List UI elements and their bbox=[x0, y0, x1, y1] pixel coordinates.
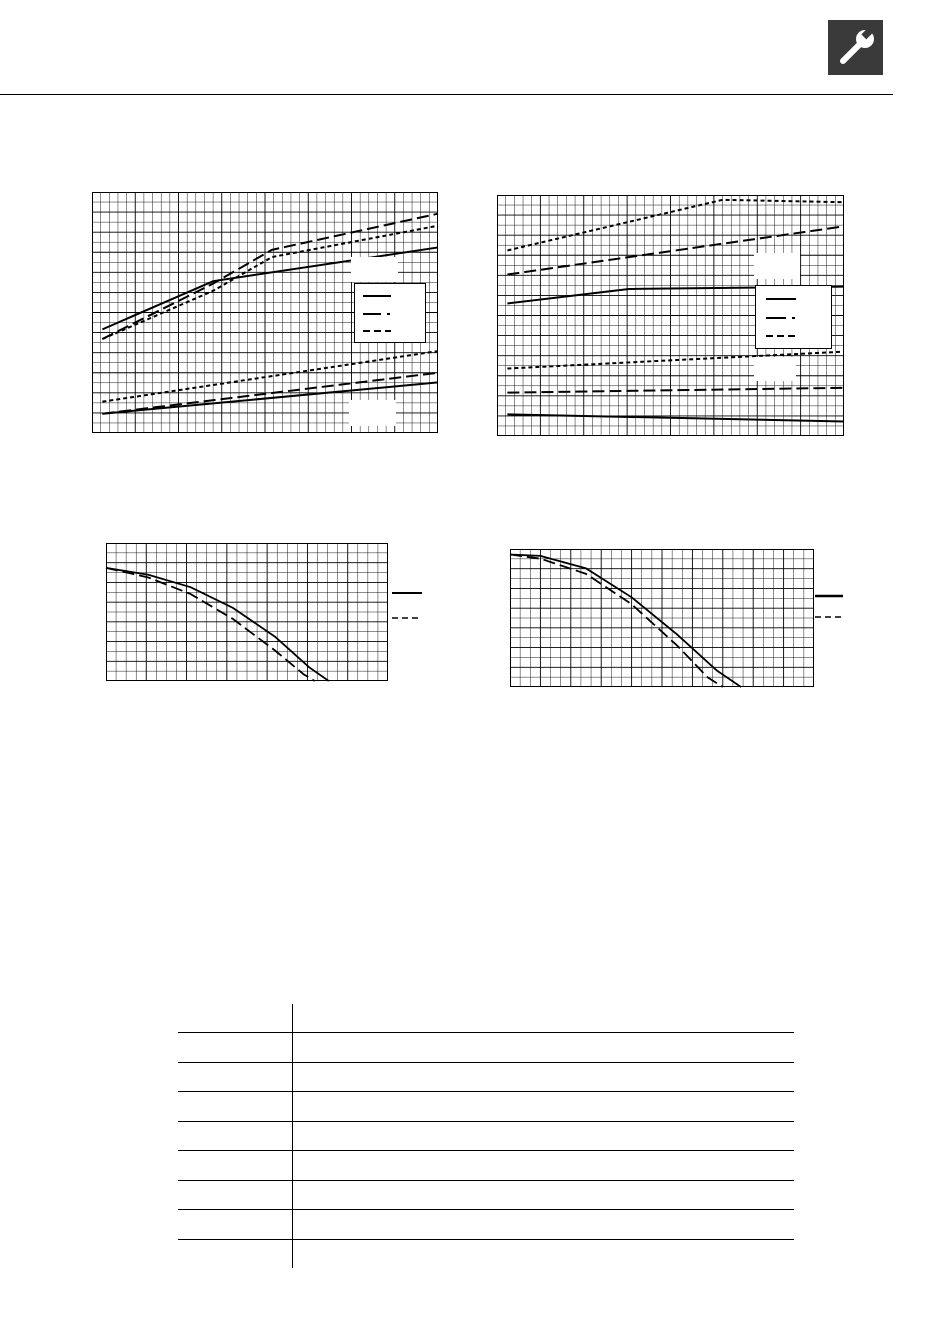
legend-top-right-swatches bbox=[756, 286, 831, 348]
label-blank-top-left-1 bbox=[351, 257, 398, 282]
legend-bottom-right bbox=[815, 586, 855, 626]
legend-top-left-swatches bbox=[355, 284, 425, 342]
legend-top-right bbox=[755, 285, 832, 349]
spec-table-column-divider bbox=[292, 1004, 293, 1268]
wrench-icon bbox=[828, 20, 883, 75]
table-row bbox=[178, 1180, 794, 1181]
table-row bbox=[178, 1239, 794, 1240]
legend-top-left bbox=[354, 283, 426, 343]
table-row bbox=[178, 1150, 794, 1151]
table-row bbox=[178, 1062, 794, 1063]
label-blank-top-right-1 bbox=[754, 253, 800, 279]
chart-bottom-left-plot bbox=[106, 543, 388, 681]
table-row bbox=[178, 1032, 794, 1033]
chart-bottom-right bbox=[510, 549, 814, 687]
table-row bbox=[178, 1209, 794, 1210]
legend-bottom-left bbox=[392, 583, 432, 623]
chart-bottom-right-plot bbox=[510, 549, 814, 687]
header-rule bbox=[0, 94, 893, 95]
label-blank-top-left-2 bbox=[349, 400, 396, 426]
label-blank-top-right-2 bbox=[754, 357, 796, 381]
chart-bottom-left bbox=[106, 543, 388, 681]
tool-badge bbox=[828, 20, 883, 75]
table-row bbox=[178, 1121, 794, 1122]
table-row bbox=[178, 1091, 794, 1092]
